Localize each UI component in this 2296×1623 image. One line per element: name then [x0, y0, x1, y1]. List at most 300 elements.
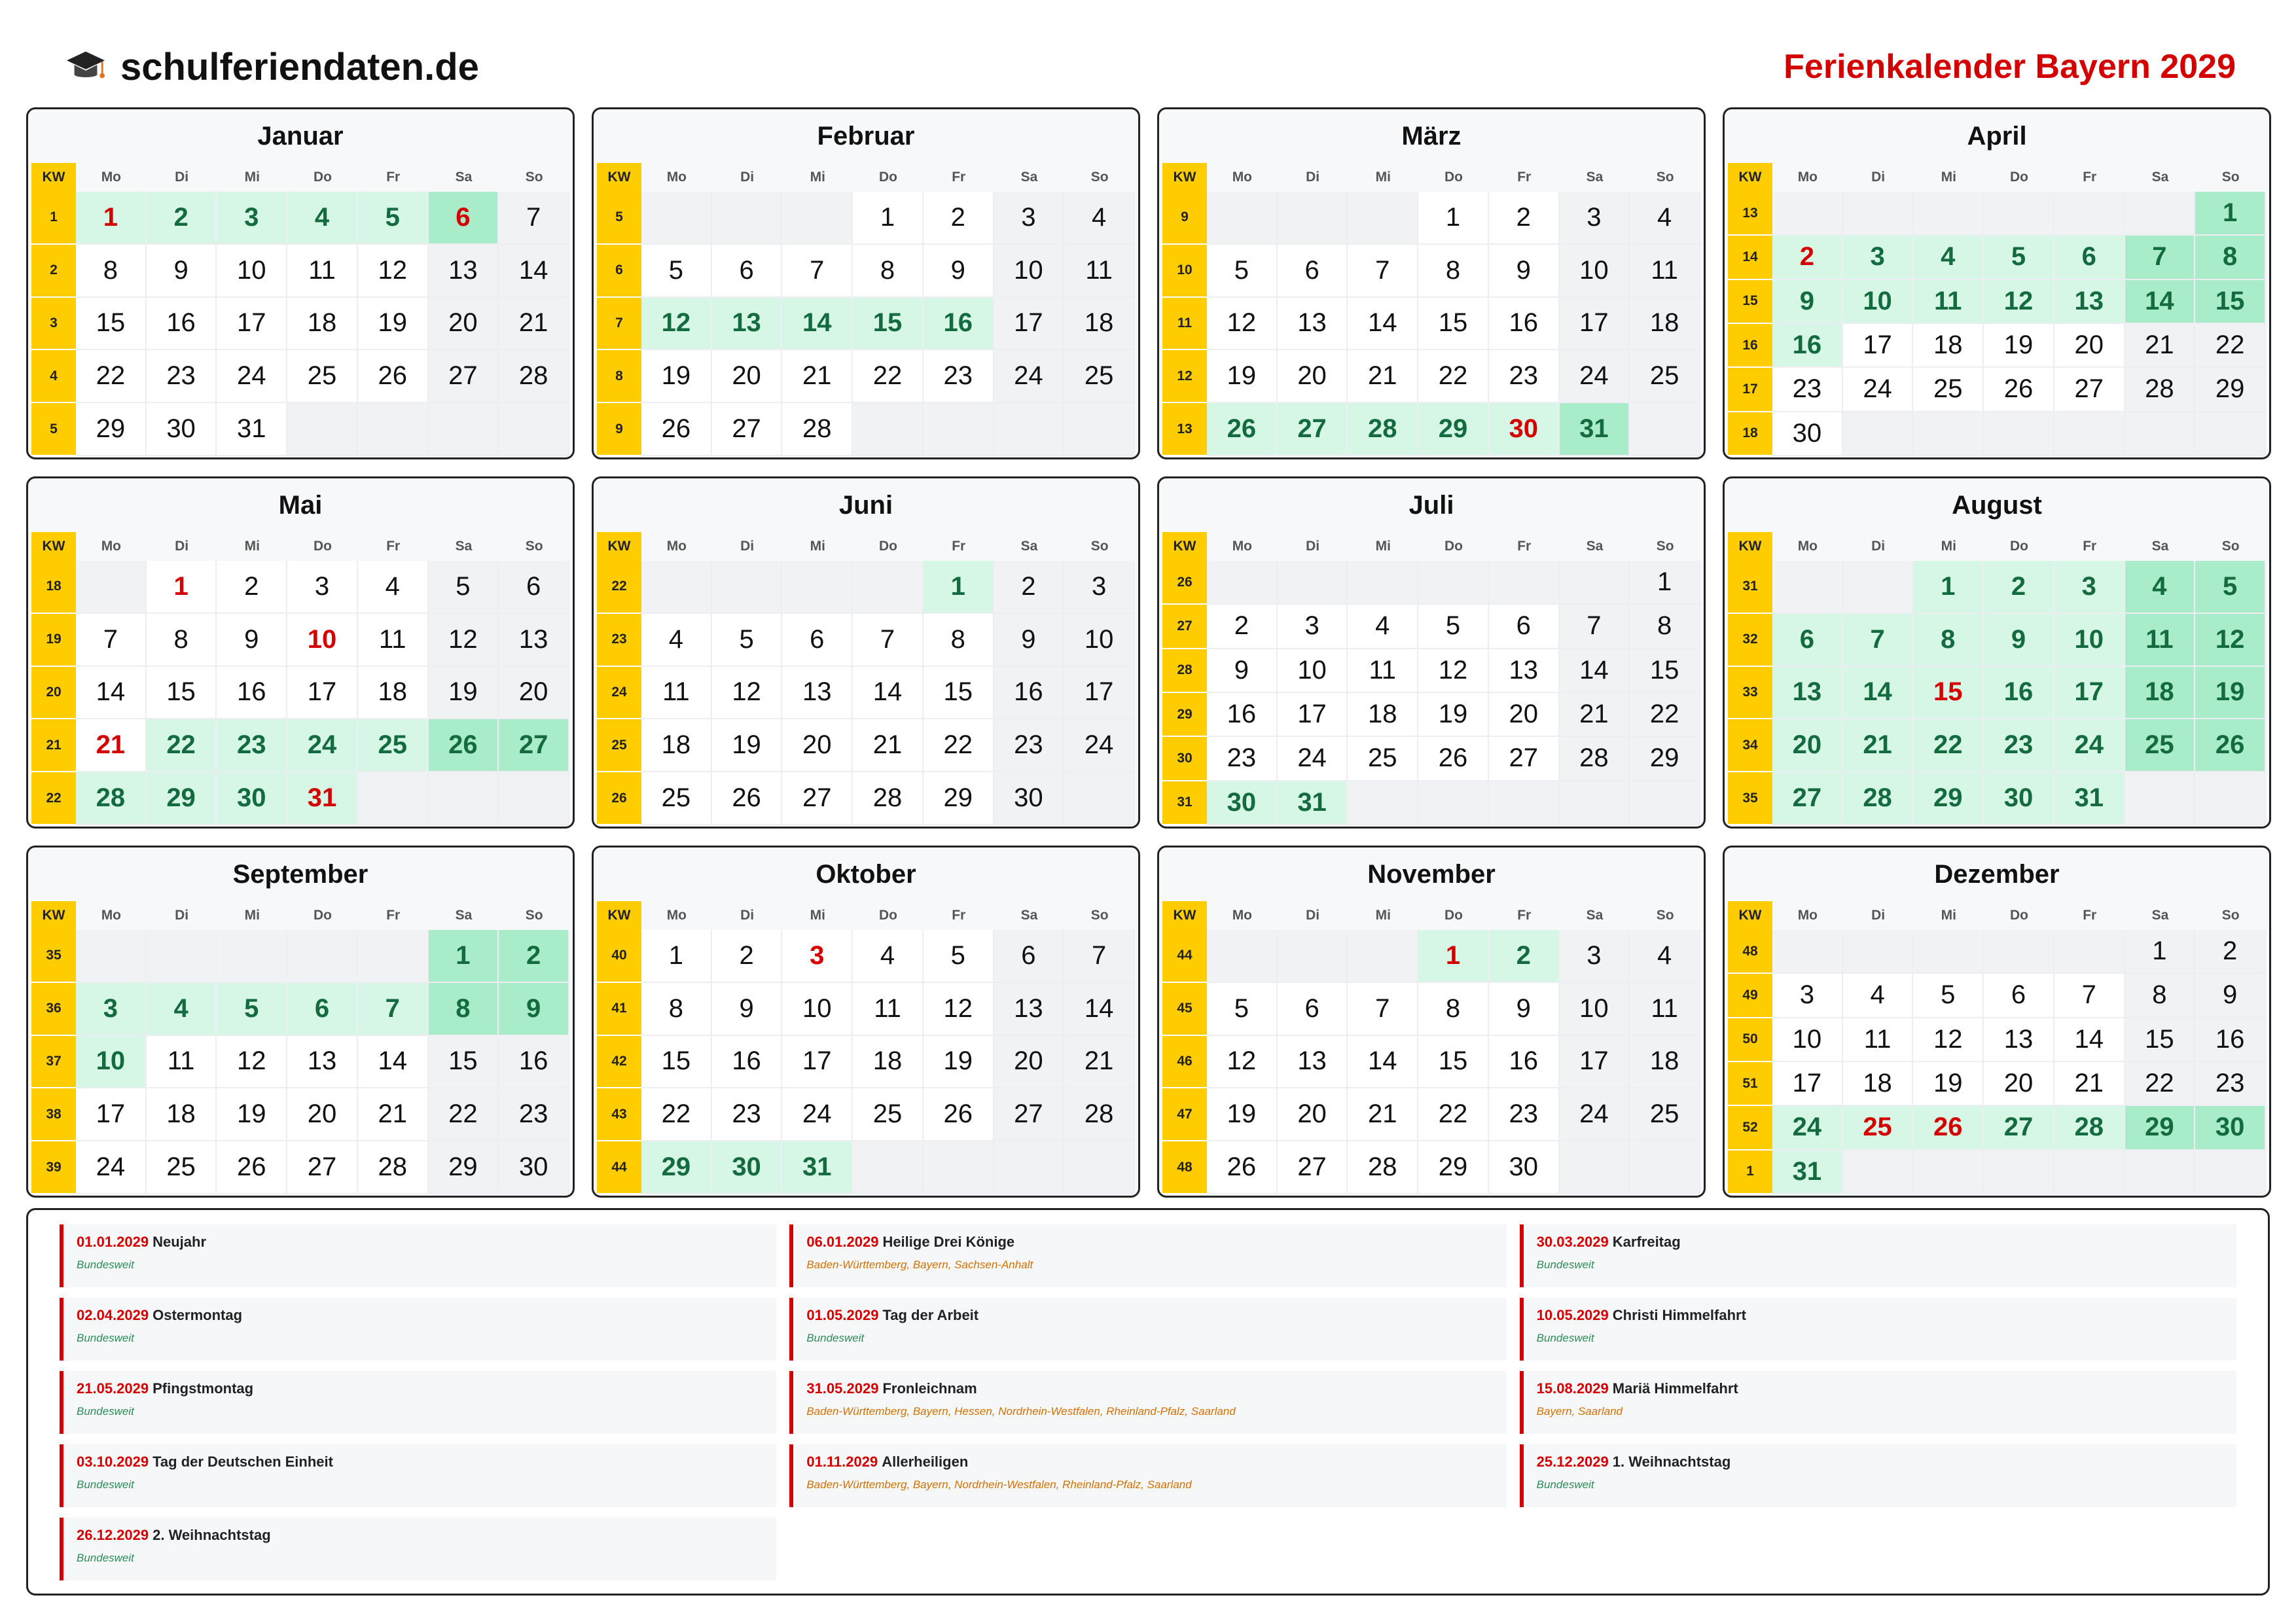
day-cell[interactable]: 14 — [1064, 983, 1135, 1036]
day-cell[interactable]: 30 — [147, 403, 217, 456]
day-cell[interactable]: 18 — [1913, 324, 1984, 368]
day-cell[interactable]: 28 — [2125, 368, 2196, 412]
day-cell[interactable]: 10 — [217, 245, 287, 298]
day-cell[interactable]: 24 — [217, 350, 287, 403]
day-cell[interactable]: 22 — [1630, 693, 1700, 737]
day-cell[interactable]: 9 — [1207, 649, 1278, 693]
day-cell[interactable]: 6 — [1489, 605, 1560, 649]
day-cell[interactable]: 9 — [217, 614, 287, 667]
day-cell[interactable]: 11 — [147, 1036, 217, 1089]
day-cell[interactable]: 23 — [499, 1088, 569, 1141]
day-cell[interactable]: 29 — [2125, 1106, 2196, 1150]
day-cell[interactable]: 12 — [641, 298, 712, 351]
day-cell[interactable]: 25 — [853, 1088, 924, 1141]
day-cell[interactable]: 11 — [853, 983, 924, 1036]
day-cell[interactable]: 26 — [2195, 719, 2266, 772]
day-cell[interactable]: 26 — [217, 1141, 287, 1194]
day-cell[interactable]: 18 — [287, 298, 358, 351]
day-cell[interactable]: 23 — [1984, 719, 2054, 772]
day-cell[interactable]: 18 — [147, 1088, 217, 1141]
day-cell[interactable]: 11 — [358, 614, 429, 667]
day-cell[interactable]: 9 — [924, 245, 994, 298]
day-cell[interactable]: 27 — [2054, 368, 2125, 412]
day-cell[interactable]: 14 — [1560, 649, 1630, 693]
day-cell[interactable]: 26 — [358, 350, 429, 403]
day-cell[interactable]: 20 — [712, 350, 783, 403]
day-cell[interactable]: 24 — [994, 350, 1065, 403]
day-cell[interactable]: 10 — [1560, 245, 1630, 298]
day-cell[interactable]: 30 — [499, 1141, 569, 1194]
day-cell[interactable]: 22 — [924, 719, 994, 772]
day-cell[interactable]: 14 — [782, 298, 853, 351]
day-cell[interactable]: 14 — [1348, 298, 1418, 351]
day-cell[interactable]: 12 — [429, 614, 499, 667]
day-cell[interactable]: 3 — [217, 192, 287, 245]
day-cell[interactable]: 8 — [641, 983, 712, 1036]
day-cell[interactable]: 17 — [217, 298, 287, 351]
day-cell[interactable]: 5 — [1418, 605, 1489, 649]
day-cell[interactable]: 17 — [1843, 324, 1914, 368]
day-cell[interactable]: 22 — [853, 350, 924, 403]
day-cell[interactable]: 19 — [217, 1088, 287, 1141]
day-cell[interactable]: 16 — [499, 1036, 569, 1089]
site-logo[interactable] — [65, 41, 479, 93]
day-cell[interactable]: 27 — [1772, 772, 1843, 825]
day-cell[interactable]: 22 — [2195, 324, 2266, 368]
day-cell[interactable]: 7 — [853, 614, 924, 667]
day-cell[interactable]: 7 — [782, 245, 853, 298]
day-cell[interactable]: 28 — [1064, 1088, 1135, 1141]
day-cell[interactable]: 30 — [1984, 772, 2054, 825]
day-cell[interactable]: 24 — [1772, 1106, 1843, 1150]
day-cell[interactable]: 7 — [499, 192, 569, 245]
day-cell[interactable]: 6 — [1984, 974, 2054, 1018]
day-cell[interactable]: 28 — [1843, 772, 1914, 825]
day-cell[interactable]: 8 — [2195, 236, 2266, 279]
day-cell[interactable]: 5 — [1207, 983, 1278, 1036]
day-cell[interactable]: 28 — [499, 350, 569, 403]
day-cell[interactable]: 13 — [994, 983, 1065, 1036]
day-cell[interactable]: 26 — [1418, 737, 1489, 781]
day-cell[interactable]: 26 — [712, 772, 783, 825]
day-cell[interactable]: 25 — [1913, 368, 1984, 412]
day-cell[interactable]: 20 — [1489, 693, 1560, 737]
day-cell[interactable]: 23 — [2195, 1062, 2266, 1106]
day-cell[interactable]: 27 — [1278, 1141, 1348, 1194]
day-cell[interactable]: 19 — [924, 1036, 994, 1089]
day-cell[interactable]: 12 — [217, 1036, 287, 1089]
day-cell[interactable]: 26 — [1984, 368, 2054, 412]
day-cell[interactable]: 4 — [1064, 192, 1135, 245]
day-cell[interactable]: 8 — [1418, 983, 1489, 1036]
day-cell[interactable]: 19 — [429, 667, 499, 720]
day-cell[interactable]: 3 — [2054, 561, 2125, 614]
day-cell[interactable]: 19 — [2195, 667, 2266, 720]
day-cell[interactable]: 13 — [2054, 280, 2125, 324]
day-cell[interactable]: 21 — [1843, 719, 1914, 772]
day-cell[interactable]: 5 — [429, 561, 499, 614]
day-cell[interactable]: 14 — [2054, 1018, 2125, 1062]
day-cell[interactable]: 16 — [1207, 693, 1278, 737]
day-cell[interactable]: 18 — [358, 667, 429, 720]
day-cell[interactable]: 26 — [429, 719, 499, 772]
day-cell[interactable]: 3 — [1772, 974, 1843, 1018]
day-cell[interactable]: 14 — [499, 245, 569, 298]
day-cell[interactable]: 21 — [1348, 350, 1418, 403]
day-cell[interactable]: 13 — [782, 667, 853, 720]
day-cell[interactable]: 23 — [924, 350, 994, 403]
day-cell[interactable]: 15 — [1913, 667, 1984, 720]
day-cell[interactable]: 15 — [853, 298, 924, 351]
day-cell[interactable]: 25 — [287, 350, 358, 403]
day-cell[interactable]: 5 — [924, 930, 994, 983]
day-cell[interactable]: 19 — [1984, 324, 2054, 368]
day-cell[interactable]: 5 — [1984, 236, 2054, 279]
day-cell[interactable]: 25 — [147, 1141, 217, 1194]
day-cell[interactable]: 27 — [1489, 737, 1560, 781]
day-cell[interactable]: 7 — [2125, 236, 2196, 279]
day-cell[interactable]: 11 — [1630, 245, 1700, 298]
day-cell[interactable]: 13 — [1278, 1036, 1348, 1089]
day-cell[interactable]: 23 — [712, 1088, 783, 1141]
day-cell[interactable]: 22 — [76, 350, 147, 403]
day-cell[interactable]: 19 — [712, 719, 783, 772]
day-cell[interactable]: 15 — [1630, 649, 1700, 693]
day-cell[interactable]: 20 — [2054, 324, 2125, 368]
day-cell[interactable]: 7 — [1560, 605, 1630, 649]
day-cell[interactable]: 31 — [1560, 403, 1630, 456]
day-cell[interactable]: 30 — [2195, 1106, 2266, 1150]
day-cell[interactable]: 1 — [641, 930, 712, 983]
day-cell[interactable]: 4 — [1913, 236, 1984, 279]
day-cell[interactable]: 8 — [147, 614, 217, 667]
day-cell[interactable]: 20 — [287, 1088, 358, 1141]
day-cell[interactable]: 10 — [1278, 649, 1348, 693]
day-cell[interactable]: 11 — [2125, 614, 2196, 667]
day-cell[interactable]: 22 — [429, 1088, 499, 1141]
day-cell[interactable]: 3 — [1560, 930, 1630, 983]
day-cell[interactable]: 26 — [641, 403, 712, 456]
day-cell[interactable]: 24 — [782, 1088, 853, 1141]
day-cell[interactable]: 9 — [499, 983, 569, 1036]
day-cell[interactable]: 12 — [712, 667, 783, 720]
day-cell[interactable]: 25 — [1064, 350, 1135, 403]
day-cell[interactable]: 16 — [147, 298, 217, 351]
day-cell[interactable]: 3 — [76, 983, 147, 1036]
day-cell[interactable]: 29 — [2195, 368, 2266, 412]
day-cell[interactable]: 8 — [1913, 614, 1984, 667]
day-cell[interactable]: 26 — [1207, 403, 1278, 456]
day-cell[interactable]: 7 — [1348, 245, 1418, 298]
day-cell[interactable]: 18 — [1630, 298, 1700, 351]
day-cell[interactable]: 19 — [1207, 1088, 1278, 1141]
day-cell[interactable]: 24 — [76, 1141, 147, 1194]
day-cell[interactable]: 10 — [1064, 614, 1135, 667]
day-cell[interactable]: 30 — [1207, 781, 1278, 825]
day-cell[interactable]: 20 — [1984, 1062, 2054, 1106]
day-cell[interactable]: 24 — [287, 719, 358, 772]
day-cell[interactable]: 11 — [1348, 649, 1418, 693]
day-cell[interactable]: 2 — [1772, 236, 1843, 279]
day-cell[interactable]: 8 — [429, 983, 499, 1036]
day-cell[interactable]: 3 — [1560, 192, 1630, 245]
day-cell[interactable]: 22 — [147, 719, 217, 772]
day-cell[interactable]: 25 — [1630, 350, 1700, 403]
day-cell[interactable]: 15 — [1418, 1036, 1489, 1089]
day-cell[interactable]: 14 — [1843, 667, 1914, 720]
day-cell[interactable]: 18 — [641, 719, 712, 772]
day-cell[interactable]: 6 — [287, 983, 358, 1036]
day-cell[interactable]: 4 — [1630, 192, 1700, 245]
day-cell[interactable]: 29 — [147, 772, 217, 825]
day-cell[interactable]: 30 — [217, 772, 287, 825]
day-cell[interactable]: 8 — [1630, 605, 1700, 649]
day-cell[interactable]: 10 — [782, 983, 853, 1036]
day-cell[interactable]: 17 — [2054, 667, 2125, 720]
day-cell[interactable]: 24 — [1064, 719, 1135, 772]
day-cell[interactable]: 19 — [641, 350, 712, 403]
day-cell[interactable]: 22 — [1418, 350, 1489, 403]
day-cell[interactable]: 22 — [1913, 719, 1984, 772]
day-cell[interactable]: 6 — [782, 614, 853, 667]
day-cell[interactable]: 9 — [712, 983, 783, 1036]
day-cell[interactable]: 21 — [2125, 324, 2196, 368]
day-cell[interactable]: 1 — [1418, 192, 1489, 245]
day-cell[interactable]: 13 — [712, 298, 783, 351]
day-cell[interactable]: 25 — [1630, 1088, 1700, 1141]
day-cell[interactable]: 7 — [1348, 983, 1418, 1036]
day-cell[interactable]: 29 — [1913, 772, 1984, 825]
day-cell[interactable]: 12 — [1418, 649, 1489, 693]
day-cell[interactable]: 29 — [641, 1141, 712, 1194]
day-cell[interactable]: 4 — [358, 561, 429, 614]
day-cell[interactable]: 29 — [924, 772, 994, 825]
day-cell[interactable]: 21 — [782, 350, 853, 403]
day-cell[interactable]: 19 — [358, 298, 429, 351]
day-cell[interactable]: 3 — [1278, 605, 1348, 649]
day-cell[interactable]: 1 — [1630, 561, 1700, 605]
day-cell[interactable]: 4 — [1348, 605, 1418, 649]
day-cell[interactable]: 2 — [217, 561, 287, 614]
day-cell[interactable]: 6 — [499, 561, 569, 614]
day-cell[interactable]: 2 — [924, 192, 994, 245]
day-cell[interactable]: 12 — [2195, 614, 2266, 667]
day-cell[interactable]: 13 — [1984, 1018, 2054, 1062]
day-cell[interactable]: 15 — [641, 1036, 712, 1089]
day-cell[interactable]: 23 — [994, 719, 1065, 772]
day-cell[interactable]: 23 — [1489, 350, 1560, 403]
day-cell[interactable]: 3 — [994, 192, 1065, 245]
day-cell[interactable]: 24 — [1278, 737, 1348, 781]
day-cell[interactable]: 21 — [1560, 693, 1630, 737]
day-cell[interactable]: 11 — [287, 245, 358, 298]
day-cell[interactable]: 25 — [1843, 1106, 1914, 1150]
day-cell[interactable]: 30 — [1489, 403, 1560, 456]
day-cell[interactable]: 17 — [76, 1088, 147, 1141]
day-cell[interactable]: 9 — [147, 245, 217, 298]
day-cell[interactable]: 6 — [429, 192, 499, 245]
day-cell[interactable]: 27 — [499, 719, 569, 772]
day-cell[interactable]: 2 — [1984, 561, 2054, 614]
day-cell[interactable]: 13 — [1278, 298, 1348, 351]
day-cell[interactable]: 24 — [1843, 368, 1914, 412]
day-cell[interactable]: 21 — [1064, 1036, 1135, 1089]
day-cell[interactable]: 28 — [2054, 1106, 2125, 1150]
day-cell[interactable]: 1 — [853, 192, 924, 245]
day-cell[interactable]: 3 — [287, 561, 358, 614]
day-cell[interactable]: 20 — [1772, 719, 1843, 772]
day-cell[interactable]: 15 — [2125, 1018, 2196, 1062]
day-cell[interactable]: 27 — [782, 772, 853, 825]
day-cell[interactable]: 21 — [1348, 1088, 1418, 1141]
day-cell[interactable]: 21 — [499, 298, 569, 351]
day-cell[interactable]: 23 — [217, 719, 287, 772]
day-cell[interactable]: 10 — [1843, 280, 1914, 324]
day-cell[interactable]: 9 — [1772, 280, 1843, 324]
day-cell[interactable]: 25 — [641, 772, 712, 825]
day-cell[interactable]: 24 — [1560, 1088, 1630, 1141]
day-cell[interactable]: 4 — [287, 192, 358, 245]
day-cell[interactable]: 21 — [853, 719, 924, 772]
day-cell[interactable]: 11 — [641, 667, 712, 720]
day-cell[interactable]: 14 — [358, 1036, 429, 1089]
day-cell[interactable]: 5 — [641, 245, 712, 298]
day-cell[interactable]: 29 — [1630, 737, 1700, 781]
day-cell[interactable]: 25 — [358, 719, 429, 772]
day-cell[interactable]: 16 — [924, 298, 994, 351]
day-cell[interactable]: 31 — [2054, 772, 2125, 825]
day-cell[interactable]: 24 — [2054, 719, 2125, 772]
day-cell[interactable]: 18 — [2125, 667, 2196, 720]
day-cell[interactable]: 2 — [712, 930, 783, 983]
day-cell[interactable]: 5 — [217, 983, 287, 1036]
day-cell[interactable]: 23 — [1489, 1088, 1560, 1141]
day-cell[interactable]: 1 — [1418, 930, 1489, 983]
day-cell[interactable]: 14 — [76, 667, 147, 720]
day-cell[interactable]: 14 — [1348, 1036, 1418, 1089]
day-cell[interactable]: 25 — [1348, 737, 1418, 781]
day-cell[interactable]: 9 — [1984, 614, 2054, 667]
day-cell[interactable]: 10 — [1772, 1018, 1843, 1062]
day-cell[interactable]: 26 — [1207, 1141, 1278, 1194]
day-cell[interactable]: 24 — [1560, 350, 1630, 403]
day-cell[interactable]: 27 — [994, 1088, 1065, 1141]
day-cell[interactable]: 30 — [712, 1141, 783, 1194]
day-cell[interactable]: 3 — [1843, 236, 1914, 279]
day-cell[interactable]: 22 — [2125, 1062, 2196, 1106]
day-cell[interactable]: 28 — [853, 772, 924, 825]
day-cell[interactable]: 12 — [1984, 280, 2054, 324]
day-cell[interactable]: 11 — [1630, 983, 1700, 1036]
day-cell[interactable]: 17 — [1560, 298, 1630, 351]
day-cell[interactable]: 26 — [1913, 1106, 1984, 1150]
day-cell[interactable]: 28 — [76, 772, 147, 825]
day-cell[interactable]: 12 — [1207, 298, 1278, 351]
day-cell[interactable]: 12 — [924, 983, 994, 1036]
day-cell[interactable]: 12 — [1207, 1036, 1278, 1089]
day-cell[interactable]: 27 — [712, 403, 783, 456]
day-cell[interactable]: 19 — [1207, 350, 1278, 403]
day-cell[interactable]: 12 — [1913, 1018, 1984, 1062]
day-cell[interactable]: 1 — [2125, 930, 2196, 974]
day-cell[interactable]: 2 — [2195, 930, 2266, 974]
day-cell[interactable]: 15 — [429, 1036, 499, 1089]
day-cell[interactable]: 23 — [1207, 737, 1278, 781]
day-cell[interactable]: 16 — [2195, 1018, 2266, 1062]
day-cell[interactable]: 25 — [2125, 719, 2196, 772]
day-cell[interactable]: 20 — [1278, 1088, 1348, 1141]
day-cell[interactable]: 9 — [1489, 983, 1560, 1036]
day-cell[interactable]: 22 — [641, 1088, 712, 1141]
day-cell[interactable]: 21 — [358, 1088, 429, 1141]
day-cell[interactable]: 12 — [358, 245, 429, 298]
day-cell[interactable]: 3 — [782, 930, 853, 983]
day-cell[interactable]: 31 — [287, 772, 358, 825]
day-cell[interactable]: 2 — [1489, 930, 1560, 983]
day-cell[interactable]: 7 — [358, 983, 429, 1036]
day-cell[interactable]: 23 — [1772, 368, 1843, 412]
day-cell[interactable]: 4 — [2125, 561, 2196, 614]
day-cell[interactable]: 17 — [994, 298, 1065, 351]
day-cell[interactable]: 16 — [1984, 667, 2054, 720]
day-cell[interactable]: 1 — [76, 192, 147, 245]
day-cell[interactable]: 16 — [994, 667, 1065, 720]
day-cell[interactable]: 29 — [429, 1141, 499, 1194]
day-cell[interactable]: 27 — [287, 1141, 358, 1194]
day-cell[interactable]: 17 — [1772, 1062, 1843, 1106]
day-cell[interactable]: 11 — [1064, 245, 1135, 298]
day-cell[interactable]: 6 — [1772, 614, 1843, 667]
day-cell[interactable]: 29 — [76, 403, 147, 456]
day-cell[interactable]: 6 — [994, 930, 1065, 983]
day-cell[interactable]: 10 — [1560, 983, 1630, 1036]
day-cell[interactable]: 13 — [287, 1036, 358, 1089]
day-cell[interactable]: 5 — [358, 192, 429, 245]
day-cell[interactable]: 22 — [1418, 1088, 1489, 1141]
day-cell[interactable]: 20 — [499, 667, 569, 720]
day-cell[interactable]: 23 — [147, 350, 217, 403]
day-cell[interactable]: 16 — [712, 1036, 783, 1089]
day-cell[interactable]: 1 — [2195, 192, 2266, 236]
day-cell[interactable]: 17 — [1064, 667, 1135, 720]
day-cell[interactable]: 31 — [1278, 781, 1348, 825]
day-cell[interactable]: 9 — [1489, 245, 1560, 298]
day-cell[interactable]: 1 — [147, 561, 217, 614]
day-cell[interactable]: 27 — [429, 350, 499, 403]
day-cell[interactable]: 30 — [1772, 412, 1843, 456]
day-cell[interactable]: 13 — [499, 614, 569, 667]
day-cell[interactable]: 14 — [2125, 280, 2196, 324]
day-cell[interactable]: 4 — [641, 614, 712, 667]
day-cell[interactable]: 28 — [1348, 1141, 1418, 1194]
day-cell[interactable]: 15 — [76, 298, 147, 351]
day-cell[interactable]: 10 — [2054, 614, 2125, 667]
day-cell[interactable]: 7 — [2054, 974, 2125, 1018]
day-cell[interactable]: 26 — [924, 1088, 994, 1141]
day-cell[interactable]: 16 — [1489, 1036, 1560, 1089]
day-cell[interactable]: 18 — [1348, 693, 1418, 737]
day-cell[interactable]: 11 — [1913, 280, 1984, 324]
day-cell[interactable]: 4 — [1630, 930, 1700, 983]
day-cell[interactable]: 2 — [147, 192, 217, 245]
day-cell[interactable]: 1 — [924, 561, 994, 614]
day-cell[interactable]: 30 — [994, 772, 1065, 825]
day-cell[interactable]: 5 — [712, 614, 783, 667]
day-cell[interactable]: 14 — [853, 667, 924, 720]
day-cell[interactable]: 3 — [1064, 561, 1135, 614]
day-cell[interactable]: 21 — [76, 719, 147, 772]
day-cell[interactable]: 7 — [1843, 614, 1914, 667]
